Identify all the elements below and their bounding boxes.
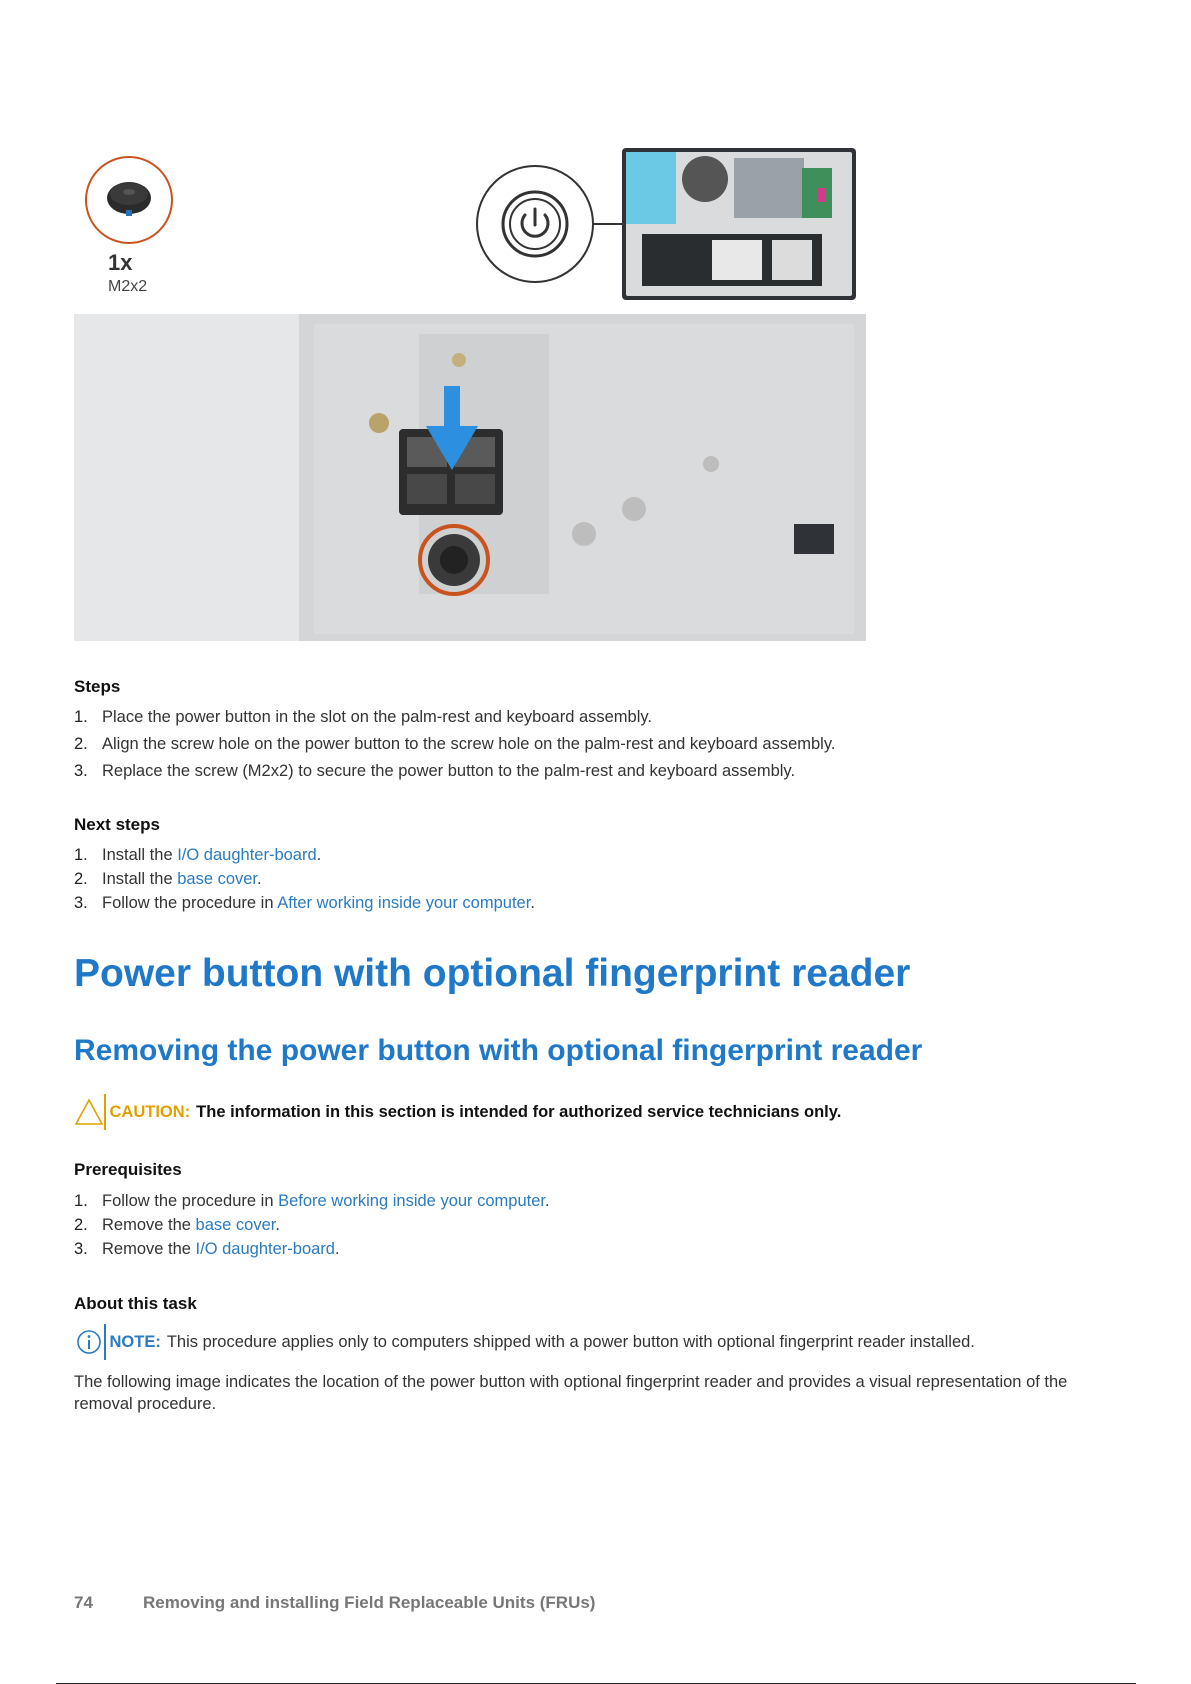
link-base-cover[interactable]: base cover xyxy=(177,870,258,888)
list-number: 3. xyxy=(74,894,88,912)
note-callout xyxy=(74,1324,975,1360)
list-number: 2. xyxy=(74,735,88,753)
list-number: 2. xyxy=(74,870,88,888)
list-number: 2. xyxy=(74,1216,88,1234)
list-number: 3. xyxy=(74,1240,88,1258)
list-number: 1. xyxy=(74,708,88,726)
list-text-suffix: . xyxy=(334,1240,340,1258)
link-io-daughter-board[interactable]: I/O daughter-board xyxy=(177,846,317,864)
list-text: Place the power button in the slot on the palm-rest and keyboard assembly. xyxy=(102,708,653,726)
list-text: Follow the procedure in xyxy=(102,894,278,912)
caution-divider xyxy=(104,1094,106,1130)
next-steps-list xyxy=(74,846,535,918)
caution-text: The information in this section is intended for authorized service technicians only. xyxy=(196,1102,842,1121)
list-item xyxy=(74,870,535,894)
next-steps-heading: Next steps xyxy=(74,815,160,834)
list-text: Align the screw hole on the power button to the screw hole on the palm-rest and keyboard assembly. xyxy=(102,735,836,753)
list-item xyxy=(74,1216,550,1240)
power-button-callout xyxy=(476,165,594,283)
list-item xyxy=(74,735,835,762)
note-divider xyxy=(104,1324,106,1360)
list-text: Follow the procedure in xyxy=(102,1192,279,1210)
steps-heading: Steps xyxy=(74,677,121,696)
prerequisites-list xyxy=(74,1192,550,1264)
link-after-working[interactable]: After working inside your computer xyxy=(277,894,531,912)
list-text-suffix: . xyxy=(257,870,262,888)
about-task-paragraph: The following image indicates the location of the power button with optional fingerprint reader and provides a visual representation of the removal procedure. xyxy=(74,1373,1068,1413)
footer-chapter-title: Removing and installing Field Replaceable Units (FRUs) xyxy=(143,1593,596,1612)
subsection-title: Removing the power button with optional fingerprint reader xyxy=(74,1034,923,1067)
link-base-cover[interactable]: base cover xyxy=(195,1216,276,1234)
list-text: Install the xyxy=(102,846,178,864)
info-icon xyxy=(74,1324,104,1360)
list-text-suffix: . xyxy=(545,1192,550,1210)
power-icon xyxy=(478,167,592,281)
list-text: Remove the xyxy=(102,1216,196,1234)
list-text-suffix: . xyxy=(275,1216,280,1234)
list-text: Replace the screw (M2x2) to secure the power button to the palm-rest and keyboard assembly. xyxy=(102,762,796,780)
screw-size-label: M2x2 xyxy=(108,278,148,295)
caution-callout xyxy=(74,1094,841,1130)
screw-callout xyxy=(85,156,173,244)
installation-photo xyxy=(74,314,866,641)
note-text: This procedure applies only to computers shipped with a power button with optional fingerprint reader installed. xyxy=(166,1332,975,1351)
note-label: NOTE: xyxy=(109,1332,161,1351)
list-text-suffix: . xyxy=(530,894,535,912)
page-number: 74 xyxy=(74,1593,93,1612)
list-item xyxy=(74,708,835,735)
link-io-daughter-board[interactable]: I/O daughter-board xyxy=(195,1240,335,1258)
caution-label: CAUTION: xyxy=(109,1102,191,1121)
steps-list xyxy=(74,708,835,789)
caution-triangle-icon xyxy=(74,1094,104,1130)
list-text: Install the xyxy=(102,870,178,888)
section-title: Power button with optional fingerprint reader xyxy=(74,952,911,995)
list-text: Remove the xyxy=(102,1240,196,1258)
list-item xyxy=(74,894,535,918)
list-number: 1. xyxy=(74,1192,88,1210)
list-item xyxy=(74,846,535,870)
prerequisites-heading: Prerequisites xyxy=(74,1160,182,1179)
screw-icon xyxy=(87,158,171,242)
list-item xyxy=(74,1240,550,1264)
link-before-working[interactable]: Before working inside your computer xyxy=(278,1192,545,1210)
list-item xyxy=(74,762,835,789)
screw-quantity: 1x xyxy=(108,250,133,275)
list-text-suffix: . xyxy=(316,846,322,864)
list-number: 3. xyxy=(74,762,88,780)
laptop-overview-image xyxy=(622,148,856,300)
list-number: 1. xyxy=(74,846,88,864)
about-task-heading: About this task xyxy=(74,1294,197,1313)
list-item xyxy=(74,1192,550,1216)
